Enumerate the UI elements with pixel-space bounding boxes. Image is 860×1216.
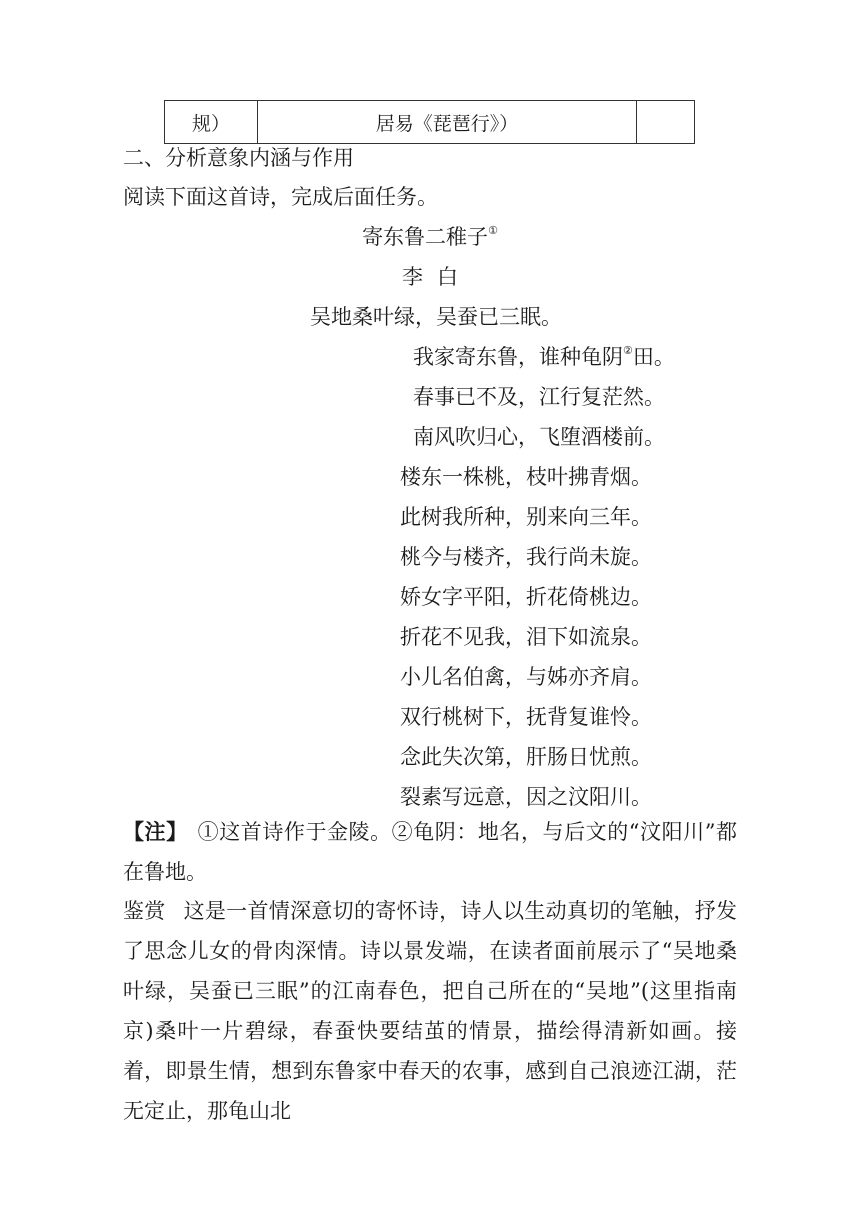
note-label: 【注】 [123,819,188,844]
poem-line: 春事已不及，江行复茫然。 [413,385,665,409]
instruction-text: 阅读下面这首诗，完成后面任务。 [123,185,438,209]
poem-line: 念此失次第，肝肠日忧煎。 [400,745,652,769]
appreciation-paragraph [123,891,737,1131]
poem-line: 折花不见我，泪下如流泉。 [400,625,652,649]
poem-line: 我家寄东鲁，谁种龟阴②田。 [413,344,675,369]
poem-title [0,224,860,249]
footnote-mark: ① [488,224,498,237]
appreciation-text: 这是一首情深意切的寄怀诗，诗人以生动真切的笔触，抒发了思念儿女的骨肉深情。诗以景发端，在读者面前展示了“吴地桑叶绿，吴蚕已三眠”的江南春色，把自己所在的“吴地”(这里指南京)桑叶一片碧绿，春蚕快要结茧的情景，描绘得清新如画。接着，即景生情，想到东鲁家中春天的农事，感到自己浪迹江湖，茫无定止，那龟山北 [123,899,737,1123]
appreciation-label: 鉴赏 [123,899,166,923]
section-heading: 二、分析意象内涵与作用 [123,146,354,170]
poem-line: 楼东一株桃，枝叶拂青烟。 [400,465,652,489]
poem-author: 李白 [402,265,472,289]
poem-line: 双行桃树下，抚背复谁怜。 [400,705,652,729]
footnote-mark: ② [623,344,633,357]
table-cell: 规） [165,101,258,144]
footnote-paragraph [123,812,737,892]
table-cell [637,101,695,144]
poem-line: 南风吹归心，飞堕酒楼前。 [413,425,665,449]
poem-line: 小儿名伯禽，与姊亦齐肩。 [400,665,652,689]
poem-line: 吴地桑叶绿，吴蚕已三眠。 [310,305,562,329]
poem-line: 娇女字平阳，折花倚桃边。 [400,585,652,609]
poem-line: 裂素写远意，因之汶阳川。 [400,785,652,809]
table-row [165,101,695,144]
table-cell: 居易《琵琶行》） [258,101,637,144]
note-text: ①这首诗作于金陵。②龟阴：地名，与后文的“汶阳川”都在鲁地。 [123,820,737,884]
table-fragment [164,100,695,144]
poem-line: 此树我所种，别来向三年。 [400,505,652,529]
poem-line: 桃今与楼齐，我行尚未旋。 [400,545,652,569]
poem-title-text: 寄东鲁二稚子 [362,225,489,249]
